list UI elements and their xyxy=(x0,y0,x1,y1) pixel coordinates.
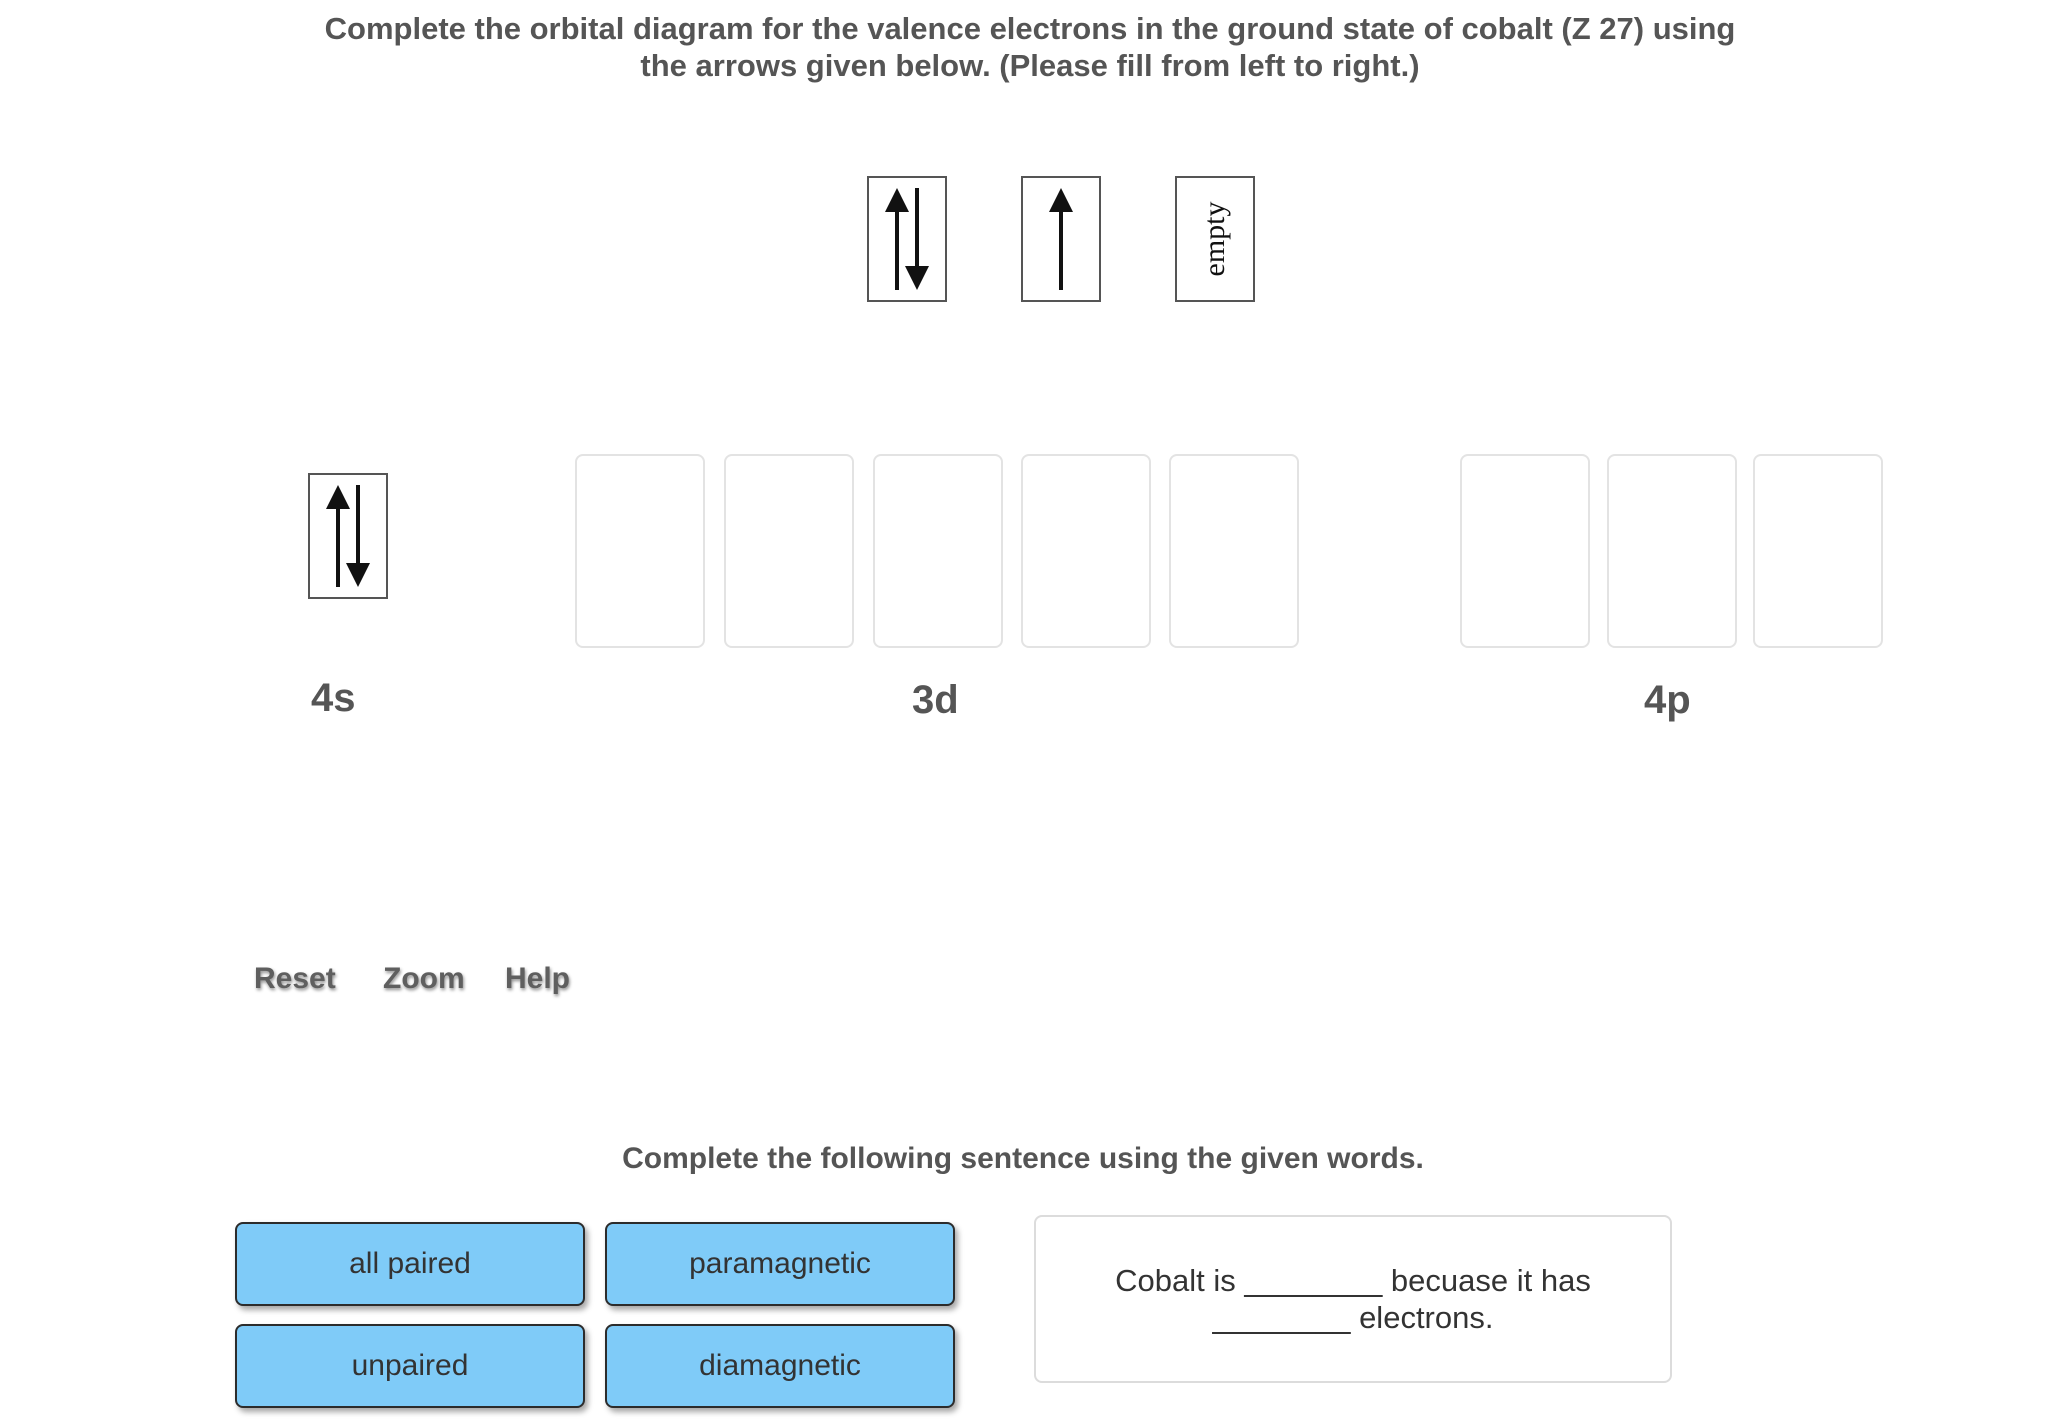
empty-label: empty xyxy=(1198,201,1231,277)
slot-4p-1[interactable] xyxy=(1460,454,1590,648)
word-all-paired[interactable]: all paired xyxy=(235,1222,585,1306)
slot-3d-5[interactable] xyxy=(1169,454,1299,648)
reset-button[interactable]: Reset xyxy=(254,962,336,995)
slot-3d-3[interactable] xyxy=(873,454,1003,648)
tile-empty[interactable] xyxy=(1175,176,1255,302)
sublevel-label-4p: 4p xyxy=(1644,678,1691,722)
tile-up-arrow[interactable] xyxy=(1021,176,1101,302)
up-down-arrows-icon xyxy=(869,178,945,300)
slot-3d-2[interactable] xyxy=(724,454,854,648)
slot-4s-1-filled[interactable] xyxy=(308,473,388,599)
instruction-line-2: the arrows given below. (Please fill from left to right.) xyxy=(640,48,1420,83)
sentence-box[interactable] xyxy=(1034,1215,1672,1383)
word-unpaired[interactable]: unpaired xyxy=(235,1324,585,1408)
up-arrow-icon xyxy=(1023,178,1099,300)
tile-up-down-arrows[interactable] xyxy=(867,176,947,302)
slot-4p-3[interactable] xyxy=(1753,454,1883,648)
up-down-arrows-icon xyxy=(310,475,386,597)
slot-3d-4[interactable] xyxy=(1021,454,1151,648)
word-diamagnetic[interactable]: diamagnetic xyxy=(605,1324,955,1408)
sublevel-label-3d: 3d xyxy=(912,678,959,722)
sentence-text: Cobalt is ________ becuase it has ________ electrons. xyxy=(1115,1263,1591,1335)
help-button[interactable]: Help xyxy=(505,962,571,995)
question-instruction xyxy=(240,10,1820,84)
sublevel-label-4s: 4s xyxy=(311,676,356,720)
slot-3d-1[interactable] xyxy=(575,454,705,648)
instruction-line-1: Complete the orbital diagram for the valence electrons in the ground state of cobalt (Z 27) using xyxy=(324,11,1736,46)
sentence-instruction: Complete the following sentence using the given words. xyxy=(622,1142,1424,1175)
zoom-button[interactable]: Zoom xyxy=(383,962,465,995)
word-paramagnetic[interactable]: paramagnetic xyxy=(605,1222,955,1306)
slot-4p-2[interactable] xyxy=(1607,454,1737,648)
